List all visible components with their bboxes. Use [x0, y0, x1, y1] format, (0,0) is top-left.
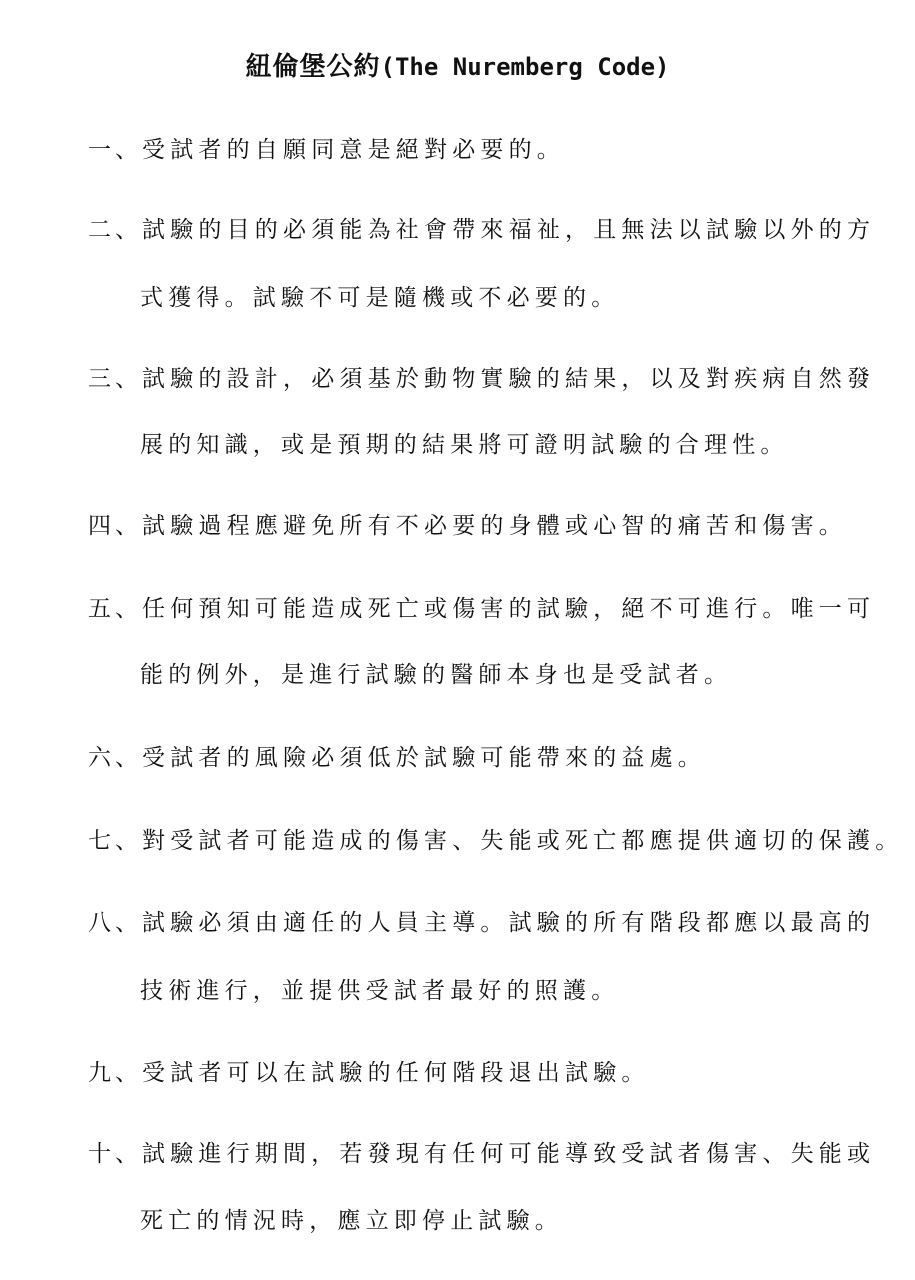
- list-item-continuation: 能的例外，是進行試驗的醫師本身也是受試者。: [140, 662, 733, 688]
- page-title: [0, 46, 915, 83]
- item-text: 受試者的自願同意是絕對必要的。: [142, 137, 565, 163]
- list-item: [88, 213, 875, 247]
- item-text: 試驗的設計，必須基於動物實驗的結果，以及對疾病自然發: [142, 366, 876, 392]
- list-item: [88, 133, 565, 167]
- list-item-continuation: 技術進行，並提供受試者最好的照護。: [140, 978, 620, 1004]
- list-item: [88, 1137, 875, 1171]
- item-number: 一、: [88, 137, 142, 163]
- item-text: 試驗進行期間，若發現有任何可能導致受試者傷害、失能或: [142, 1141, 876, 1167]
- item-text: 對受試者可能造成的傷害、失能或死亡都應提供適切的保護。: [142, 828, 904, 854]
- list-item: [88, 741, 706, 775]
- item-number: 十、: [88, 1141, 142, 1167]
- item-text: 任何預知可能造成死亡或傷害的試驗，絕不可進行。唯一可: [142, 596, 876, 622]
- list-item-continuation: 展的知識，或是預期的結果將可證明試驗的合理性。: [140, 432, 789, 458]
- item-number: 七、: [88, 828, 142, 854]
- list-item: [88, 824, 903, 858]
- list-item-continuation: 死亡的情況時，應立即停止試驗。: [140, 1208, 563, 1234]
- item-number: 六、: [88, 745, 142, 771]
- list-item-continuation: 式獲得。試驗不可是隨機或不必要的。: [140, 285, 620, 311]
- list-item: [88, 592, 875, 626]
- item-text: 試驗的目的必須能為社會帶來福祉，且無法以試驗以外的方: [142, 217, 876, 243]
- item-number: 九、: [88, 1060, 142, 1086]
- item-text: 受試者可以在試驗的任何階段退出試驗。: [142, 1060, 650, 1086]
- item-number: 四、: [88, 513, 142, 539]
- list-item: [88, 1056, 650, 1090]
- list-item: [88, 509, 847, 543]
- list-item: [88, 906, 875, 940]
- item-text: 試驗必須由適任的人員主導。試驗的所有階段都應以最高的: [142, 910, 876, 936]
- item-text: 受試者的風險必須低於試驗可能帶來的益處。: [142, 745, 706, 771]
- item-number: 五、: [88, 596, 142, 622]
- title-chinese: 紐倫堡公約: [245, 52, 381, 82]
- item-text: 試驗過程應避免所有不必要的身體或心智的痛苦和傷害。: [142, 513, 847, 539]
- list-item: [88, 362, 875, 396]
- item-number: 八、: [88, 910, 142, 936]
- item-number: 三、: [88, 366, 142, 392]
- item-number: 二、: [88, 217, 142, 243]
- title-english: (The Nuremberg Code): [380, 53, 670, 81]
